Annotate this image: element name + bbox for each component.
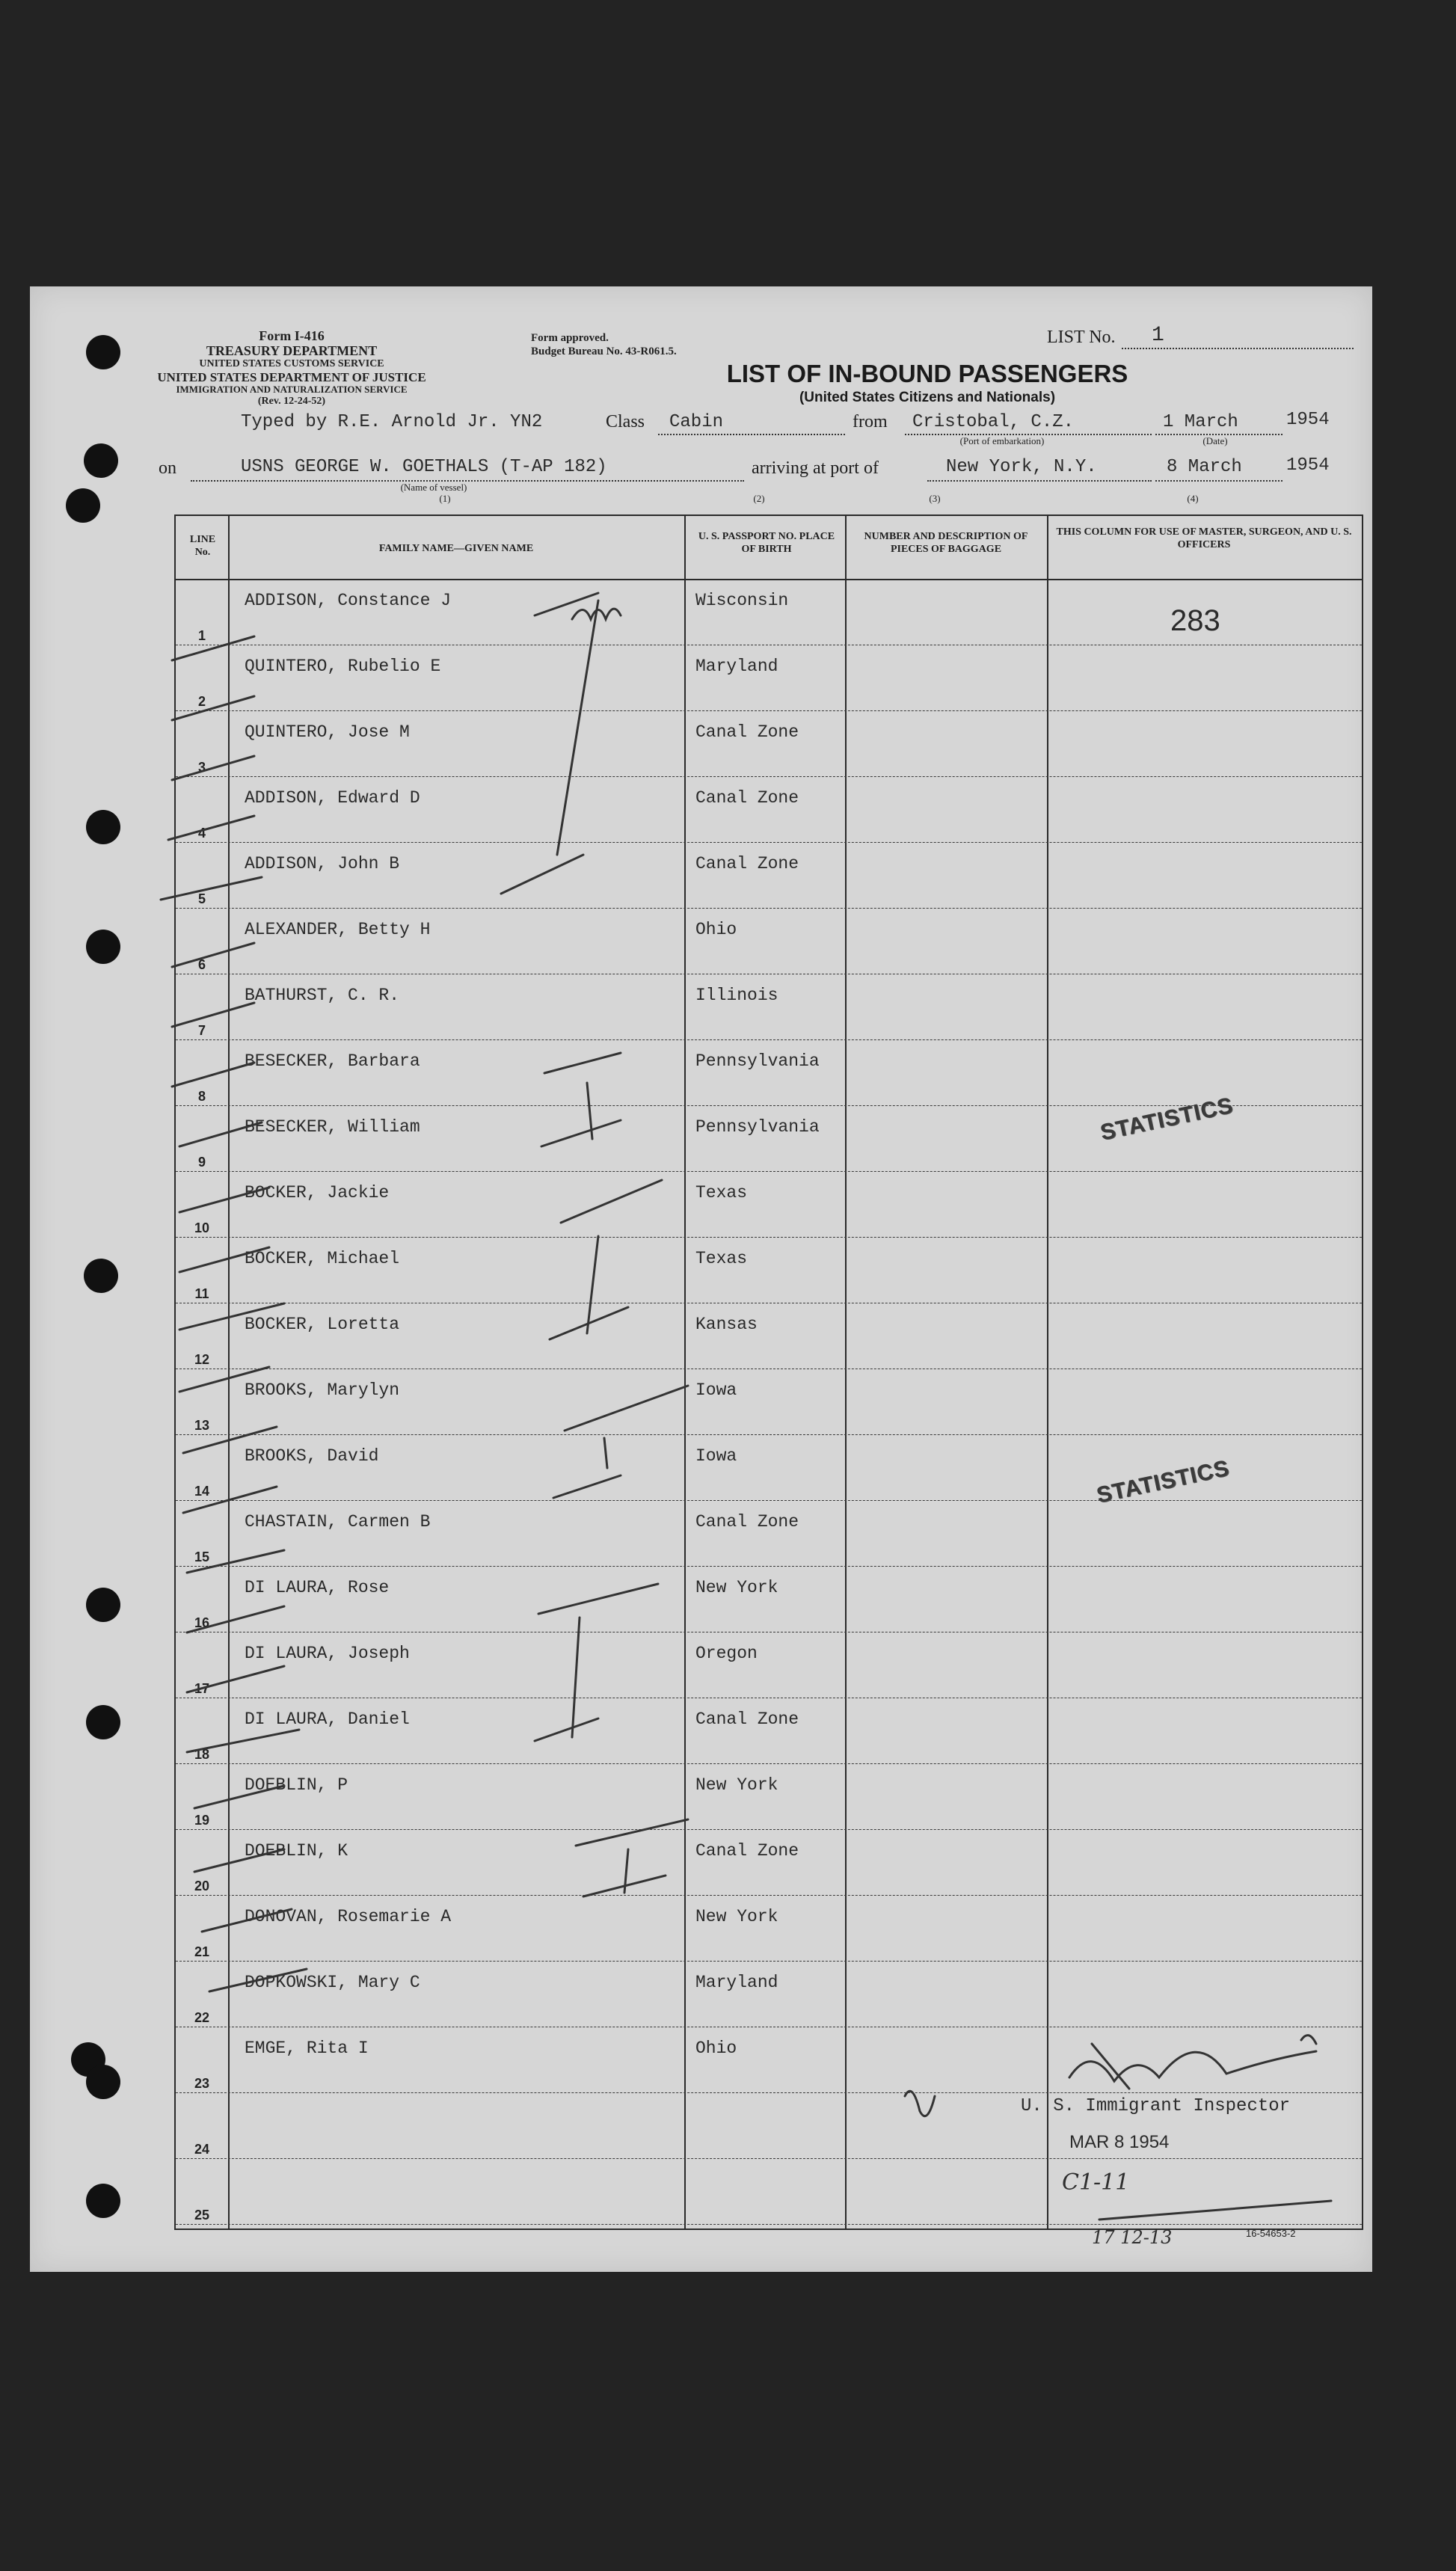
column-header-name: FAMILY NAME—GIVEN NAME [378, 543, 534, 554]
arriving-label: arriving at port of [752, 458, 879, 478]
passenger-name: BOCKER, Jackie [245, 1183, 390, 1202]
vessel-caption: (Name of vessel) [400, 482, 467, 493]
passenger-name: DOEBLIN, K [245, 1841, 348, 1861]
line-number: 25 [194, 2208, 210, 2223]
officer-count: 283 [1170, 604, 1220, 637]
from-label: from [853, 412, 888, 431]
passenger-name: BESECKER, William [245, 1117, 420, 1137]
passenger-name: DI LAURA, Daniel [245, 1710, 410, 1729]
immigrant-inspector: U. S. Immigrant Inspector [1021, 2096, 1291, 2116]
port-caption: (Port of embarkation) [959, 435, 1045, 446]
place-of-birth: Pennsylvania [695, 1051, 820, 1071]
place-of-birth: Maryland [695, 1973, 778, 1992]
passenger-name: BOCKER, Michael [245, 1249, 400, 1268]
vessel-name: USNS GEORGE W. GOETHALS (T-AP 182) [241, 457, 607, 477]
line-number: 14 [194, 1484, 210, 1499]
line-number: 2 [197, 694, 206, 709]
agency-justice: UNITED STATES DEPARTMENT OF JUSTICE [157, 370, 426, 384]
budget-number: Budget Bureau No. 43-R061.5. [531, 345, 677, 357]
line-number: 8 [197, 1089, 206, 1104]
line-number: 7 [197, 1023, 206, 1038]
place-of-birth: Canal Zone [695, 1710, 799, 1729]
place-of-birth: Kansas [695, 1315, 758, 1334]
passenger-name: QUINTERO, Jose M [245, 722, 410, 742]
place-of-birth: Canal Zone [695, 722, 799, 742]
class-label: Class [606, 412, 645, 431]
place-of-birth: Pennsylvania [695, 1117, 820, 1137]
passenger-name: QUINTERO, Rubelio E [245, 657, 441, 676]
arrival-year: 1954 [1286, 455, 1330, 476]
form-revision: (Rev. 12-24-52) [257, 395, 326, 407]
place-of-birth: Illinois [695, 986, 778, 1005]
place-of-birth: Wisconsin [695, 591, 789, 610]
column-header-place: U. S. PASSPORT NO. PLACE OF BIRTH [698, 531, 835, 555]
statistics-stamp: STATISTICS [1094, 1455, 1232, 1508]
place-of-birth: Maryland [695, 657, 778, 676]
passenger-name: ADDISON, Constance J [245, 591, 452, 610]
place-of-birth: Texas [695, 1249, 748, 1268]
handwritten-code: C1-11 [1062, 2169, 1130, 2196]
date-caption: (Date) [1202, 435, 1228, 446]
place-of-birth: Ohio [695, 920, 737, 939]
place-of-birth: Ohio [695, 2039, 737, 2058]
form-number: Form I-416 [259, 328, 325, 343]
line-number: 1 [197, 628, 206, 643]
place-of-birth: Oregon [695, 1644, 758, 1663]
place-of-birth: New York [695, 1578, 778, 1597]
statistics-stamp: STATISTICS [1098, 1093, 1235, 1146]
line-number: 18 [194, 1747, 210, 1762]
passenger-name: ADDISON, Edward D [245, 788, 420, 808]
place-of-birth: Iowa [695, 1380, 737, 1400]
passenger-name: EMGE, Rita I [245, 2039, 369, 2058]
line-number: 19 [194, 1813, 210, 1828]
arrival-port: New York, N.Y. [946, 457, 1097, 477]
handwritten-tick-marks [30, 286, 1372, 2272]
line-number: 22 [194, 2010, 210, 2025]
line-number: 3 [197, 760, 206, 775]
line-number: 17 [194, 1681, 210, 1696]
embarkation-year: 1954 [1286, 410, 1330, 430]
place-of-birth: Canal Zone [695, 1841, 799, 1861]
list-number: 1 [1152, 324, 1164, 347]
line-number: 24 [194, 2142, 210, 2157]
embarkation-port: Cristobal, C.Z. [912, 412, 1075, 432]
on-label: on [159, 458, 176, 478]
column-number-4: (4) [1187, 493, 1199, 504]
passenger-name: BATHURST, C. R. [245, 986, 400, 1005]
line-number: 6 [197, 957, 206, 972]
passenger-name: BOCKER, Loretta [245, 1315, 400, 1334]
column-number-3: (3) [929, 493, 941, 504]
agency-customs: UNITED STATES CUSTOMS SERVICE [199, 358, 384, 370]
line-number: 16 [194, 1615, 210, 1630]
place-of-birth: New York [695, 1907, 778, 1926]
list-label: LIST No. [1047, 328, 1116, 347]
line-number: 5 [197, 891, 206, 906]
line-number: 13 [194, 1418, 210, 1433]
column-header-officers: THIS COLUMN FOR USE OF MASTER, SURGEON, AND U. S. OFFICERS [1056, 526, 1352, 550]
embarkation-date: 1 March [1163, 412, 1238, 432]
column-header-line-no: LINE No. [189, 534, 216, 558]
handwritten-bottom-note: 17 12-13 [1092, 2227, 1173, 2248]
form-footer-code: 16-54653-2 [1246, 2228, 1296, 2239]
passenger-name: ALEXANDER, Betty H [245, 920, 431, 939]
passenger-name: ADDISON, John B [245, 854, 400, 873]
approval-text: Form approved. [531, 332, 609, 344]
passenger-name: DI LAURA, Rose [245, 1578, 390, 1597]
line-number: 10 [194, 1220, 210, 1235]
place-of-birth: Iowa [695, 1446, 737, 1466]
passenger-name: DI LAURA, Joseph [245, 1644, 410, 1663]
class-value: Cabin [669, 412, 724, 432]
place-of-birth: Canal Zone [695, 1512, 799, 1532]
passenger-name: DOEBLIN, P [245, 1775, 348, 1795]
place-of-birth: Canal Zone [695, 854, 799, 873]
line-number: 23 [194, 2076, 210, 2091]
page-subtitle: (United States Citizens and Nationals) [799, 390, 1056, 405]
line-number: 21 [194, 1944, 210, 1959]
inspection-date-stamp: MAR 8 1954 [1069, 2132, 1170, 2152]
line-number: 11 [194, 1286, 209, 1301]
arrival-date: 8 March [1167, 457, 1242, 477]
page-title: LIST OF IN-BOUND PASSENGERS [726, 360, 1128, 387]
passenger-name: BROOKS, Marylyn [245, 1380, 400, 1400]
passenger-name: DONOVAN, Rosemarie A [245, 1907, 452, 1926]
column-number-1: (1) [439, 493, 451, 504]
agency-treasury: TREASURY DEPARTMENT [206, 343, 378, 359]
line-number: 9 [197, 1155, 206, 1170]
agency-ins: IMMIGRATION AND NATURALIZATION SERVICE [176, 384, 408, 396]
column-header-baggage: NUMBER AND DESCRIPTION OF PIECES OF BAGGAGE [864, 531, 1028, 555]
passenger-name: CHASTAIN, Carmen B [245, 1512, 431, 1532]
place-of-birth: Canal Zone [695, 788, 799, 808]
passenger-name: DOPKOWSKI, Mary C [245, 1973, 420, 1992]
place-of-birth: New York [695, 1775, 778, 1795]
place-of-birth: Texas [695, 1183, 748, 1202]
passenger-name: BROOKS, David [245, 1446, 379, 1466]
line-number: 15 [194, 1549, 210, 1564]
line-number: 4 [197, 826, 206, 841]
line-number: 12 [194, 1352, 210, 1367]
column-number-2: (2) [753, 493, 765, 504]
typed-by: Typed by R.E. Arnold Jr. YN2 [241, 412, 543, 432]
passenger-name: BESECKER, Barbara [245, 1051, 420, 1071]
manifest-sheet [30, 286, 1372, 2272]
line-number: 20 [194, 1879, 210, 1893]
